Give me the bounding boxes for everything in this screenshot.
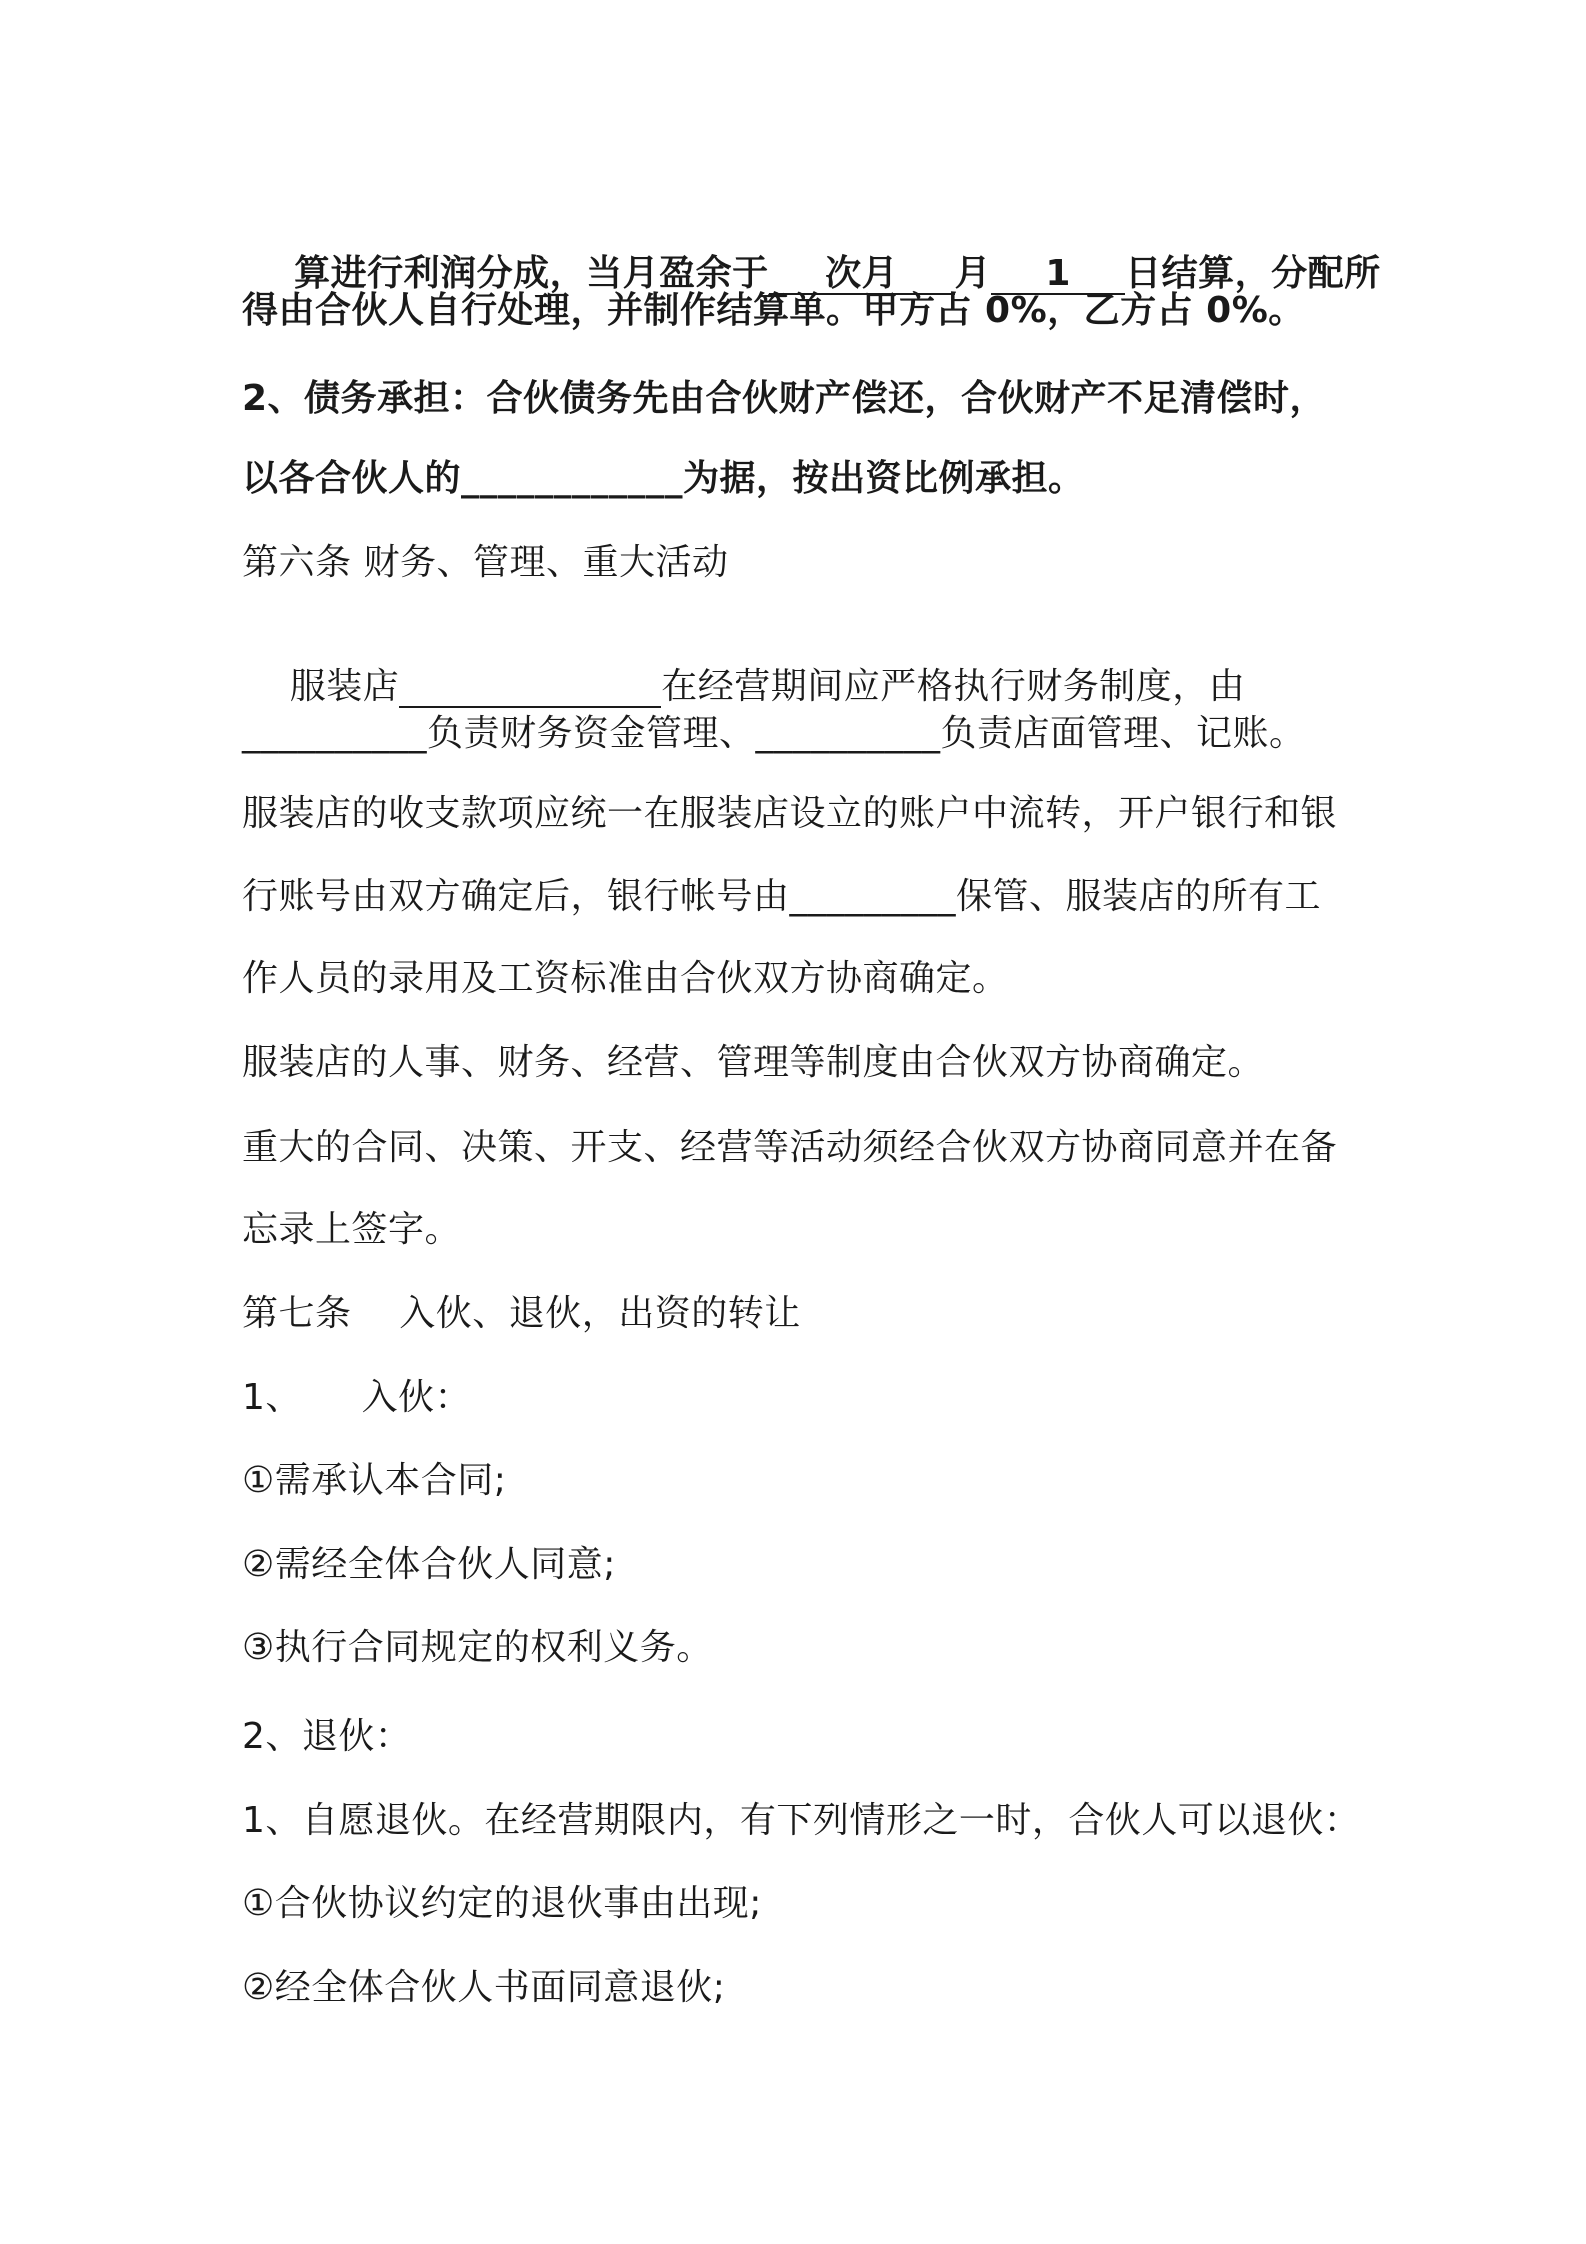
section-heading-6: 第六条 财务、管理、重大活动 [242, 542, 729, 583]
text-line-11: 服装店的人事、财务、经营、管理等制度由合伙双方协商确定。 [242, 1042, 1265, 1083]
text-line-2: 得由合伙人自行处理，并制作结算单。甲方占 0%，乙方占 0%。 [242, 290, 1305, 331]
list-heading-join: 1、 入伙： [242, 1377, 472, 1418]
text-segment: 算进行利润分成，当月盈余于 [294, 253, 769, 295]
section-heading-7: 第七条 入伙、退伙，出资的转让 [242, 1293, 801, 1334]
fill-blank-value: 次月 [825, 253, 899, 295]
text-line-9: 行账号由双方确定后，银行帐号由_________保管、服装店的所有工 [242, 876, 1322, 917]
text-segment: 日结算，分配所 [1125, 253, 1381, 295]
fill-blank-store-name [399, 668, 661, 708]
list-item: ②经全体合伙人书面同意退伙; [242, 1967, 726, 2008]
text-line-13: 忘录上签字。 [242, 1209, 462, 1250]
text-line-10: 作人员的录用及工资标准由合伙双方协商确定。 [242, 958, 1009, 999]
text-line-20: 1、自愿退伙。在经营期限内，有下列情形之一时，合伙人可以退伙： [242, 1800, 1361, 1841]
text-segment: 服装店 [289, 666, 400, 708]
list-item: ①需承认本合同; [242, 1460, 507, 1501]
text-line-7: __________负责财务资金管理、__________负责店面管理、记账。 [242, 713, 1306, 754]
text-segment: 在经营期间应严格执行财务制度，由 [661, 666, 1246, 708]
list-item: ②需经全体合伙人同意; [242, 1544, 616, 1585]
text-line-8: 服装店的收支款项应统一在服装店设立的账户中流转，开户银行和银 [242, 793, 1338, 834]
list-heading-withdraw: 2、退伙： [242, 1716, 412, 1757]
fill-blank-value: 1 [1045, 253, 1071, 295]
list-item: ①合伙协议约定的退伙事由出现; [242, 1883, 762, 1924]
text-line-12: 重大的合同、决策、开支、经营等活动须经合伙双方协商同意并在备 [242, 1127, 1338, 1168]
text-line-4: 以各合伙人的____________为据，按出资比例承担。 [242, 458, 1085, 499]
list-item: ③执行合同规定的权利义务。 [242, 1627, 713, 1668]
text-segment: 月 [954, 253, 992, 295]
text-line-3: 2、债务承担：合伙债务先由合伙财产偿还，合伙财产不足清偿时， [242, 378, 1327, 419]
